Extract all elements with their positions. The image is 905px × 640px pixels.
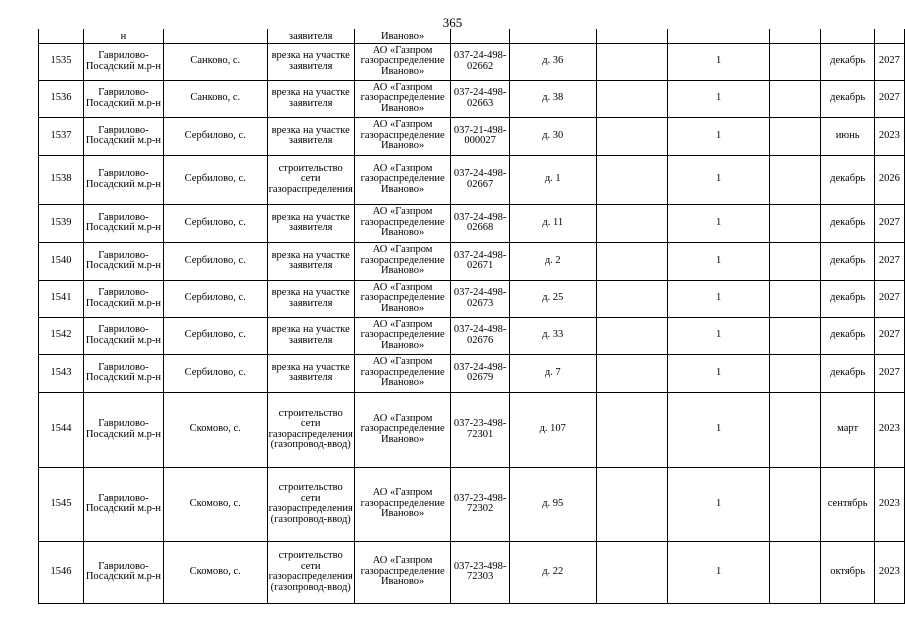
cell-operator: Иваново» <box>354 29 451 43</box>
cell-operator: АО «Газпром газораспределение Иваново» <box>354 43 451 80</box>
table-row <box>39 242 905 280</box>
cell-address: д. 22 <box>509 541 596 603</box>
cell-count: 1 <box>668 242 769 280</box>
cell-code <box>451 29 509 43</box>
cell-district: Гаврилово-Посадский м.р-н <box>83 541 163 603</box>
cell-work-type: врезка на участке заявителя <box>267 317 354 354</box>
table-row <box>39 43 905 80</box>
cell-locality: Скомово, с. <box>163 541 267 603</box>
cell-operator: АО «Газпром газораспределение Иваново» <box>354 392 451 467</box>
cell-month: октябрь <box>821 541 874 603</box>
cell-count: 1 <box>668 541 769 603</box>
cell-locality: Скомово, с. <box>163 392 267 467</box>
cell-empty <box>596 29 668 43</box>
cell-number: 1537 <box>39 117 84 155</box>
cell-operator: АО «Газпром газораспределение Иваново» <box>354 242 451 280</box>
cell-address: д. 11 <box>509 204 596 242</box>
cell-month: декабрь <box>821 43 874 80</box>
cell-address: д. 2 <box>509 242 596 280</box>
cell-work-type: строительство сети газораспределения (газопровод-ввод) <box>267 392 354 467</box>
cell-empty <box>596 117 668 155</box>
cell-locality: Сербилово, с. <box>163 317 267 354</box>
cell-empty <box>769 392 821 467</box>
table-row <box>39 392 905 467</box>
cell-address: д. 38 <box>509 80 596 117</box>
cell-empty <box>769 467 821 541</box>
cell-district: Гаврилово-Посадский м.р-н <box>83 354 163 392</box>
cell-year: 2027 <box>874 317 904 354</box>
table-row <box>39 204 905 242</box>
cell-empty <box>769 317 821 354</box>
cell-district: Гаврилово-Посадский м.р-н <box>83 155 163 204</box>
table-row <box>39 467 905 541</box>
cell-number: 1539 <box>39 204 84 242</box>
cell-empty <box>769 43 821 80</box>
cell-code: 037-23-498-72303 <box>451 541 509 603</box>
cell-locality: Сербилово, с. <box>163 155 267 204</box>
cell-empty <box>596 242 668 280</box>
cell-work-type: врезка на участке заявителя <box>267 242 354 280</box>
cell-address: д. 107 <box>509 392 596 467</box>
cell-empty <box>769 280 821 317</box>
cell-district: Гаврилово-Посадский м.р-н <box>83 117 163 155</box>
cell-locality: Сербилово, с. <box>163 354 267 392</box>
cell-month: декабрь <box>821 317 874 354</box>
table-row <box>39 354 905 392</box>
cell-empty <box>769 354 821 392</box>
cell-operator: АО «Газпром газораспределение Иваново» <box>354 280 451 317</box>
cell-district: Гаврилово-Посадский м.р-н <box>83 204 163 242</box>
cell-district: Гаврилово-Посадский м.р-н <box>83 80 163 117</box>
cell-number: 1535 <box>39 43 84 80</box>
cell-locality: Сербилово, с. <box>163 117 267 155</box>
cell-locality: Сербилово, с. <box>163 242 267 280</box>
cell-code: 037-21-498-000027 <box>451 117 509 155</box>
cell-year: 2027 <box>874 80 904 117</box>
table-row <box>39 117 905 155</box>
cell-code: 037-24-498-02673 <box>451 280 509 317</box>
cell-code: 037-24-498-02663 <box>451 80 509 117</box>
cell-empty <box>596 541 668 603</box>
cell-work-type: врезка на участке заявителя <box>267 80 354 117</box>
cell-address: д. 25 <box>509 280 596 317</box>
cell-empty <box>596 392 668 467</box>
cell-district: Гаврилово-Посадский м.р-н <box>83 317 163 354</box>
cell-empty <box>596 280 668 317</box>
cell-empty <box>596 204 668 242</box>
cell-number: 1540 <box>39 242 84 280</box>
cell-month: декабрь <box>821 80 874 117</box>
cell-number: 1546 <box>39 541 84 603</box>
cell-empty <box>769 155 821 204</box>
cell-locality: Санково, с. <box>163 80 267 117</box>
cell-year: 2023 <box>874 467 904 541</box>
cell-count: 1 <box>668 467 769 541</box>
cell-work-type: строительство сети газораспределения <box>267 155 354 204</box>
cell-code: 037-23-498-72302 <box>451 467 509 541</box>
cell-number: 1538 <box>39 155 84 204</box>
cell-district: Гаврилово-Посадский м.р-н <box>83 280 163 317</box>
cell-work-type: строительство сети газораспределения (газопровод-ввод) <box>267 467 354 541</box>
table-row <box>39 155 905 204</box>
cell-work-type: врезка на участке заявителя <box>267 117 354 155</box>
cell-address: д. 36 <box>509 43 596 80</box>
cell-code: 037-24-498-02667 <box>451 155 509 204</box>
cell-operator: АО «Газпром газораспределение Иваново» <box>354 354 451 392</box>
cell-locality: Скомово, с. <box>163 467 267 541</box>
cell-year: 2027 <box>874 354 904 392</box>
cell-number: 1541 <box>39 280 84 317</box>
cell-number: 1542 <box>39 317 84 354</box>
table-row <box>39 80 905 117</box>
cell-year: 2023 <box>874 541 904 603</box>
page-number: 365 <box>442 15 463 30</box>
table-row-fragment <box>39 29 905 43</box>
cell-work-type: врезка на участке заявителя <box>267 280 354 317</box>
cell-year: 2023 <box>874 117 904 155</box>
cell-empty <box>596 354 668 392</box>
cell-address: д. 30 <box>509 117 596 155</box>
cell-number <box>39 29 84 43</box>
cell-month: декабрь <box>821 242 874 280</box>
cell-count: 1 <box>668 317 769 354</box>
cell-count: 1 <box>668 280 769 317</box>
cell-address: д. 1 <box>509 155 596 204</box>
cell-work-type: строительство сети газораспределения (газопровод-ввод) <box>267 541 354 603</box>
cell-operator: АО «Газпром газораспределение Иваново» <box>354 541 451 603</box>
cell-address: д. 33 <box>509 317 596 354</box>
cell-district: Гаврилово-Посадский м.р-н <box>83 467 163 541</box>
cell-count: 1 <box>668 80 769 117</box>
cell-address: д. 95 <box>509 467 596 541</box>
cell-number: 1536 <box>39 80 84 117</box>
cell-empty <box>769 541 821 603</box>
cell-work-type: врезка на участке заявителя <box>267 204 354 242</box>
cell-year: 2023 <box>874 392 904 467</box>
cell-month: декабрь <box>821 204 874 242</box>
cell-locality: Сербилово, с. <box>163 280 267 317</box>
cell-year: 2027 <box>874 242 904 280</box>
cell-empty <box>769 80 821 117</box>
cell-work-type: врезка на участке заявителя <box>267 43 354 80</box>
cell-empty <box>596 155 668 204</box>
cell-empty <box>596 80 668 117</box>
cell-code: 037-23-498-72301 <box>451 392 509 467</box>
cell-count <box>668 29 769 43</box>
cell-locality: Санково, с. <box>163 43 267 80</box>
table-row <box>39 317 905 354</box>
cell-count: 1 <box>668 155 769 204</box>
cell-code: 037-24-498-02679 <box>451 354 509 392</box>
cell-code: 037-24-498-02676 <box>451 317 509 354</box>
table-row <box>39 280 905 317</box>
cell-district: Гаврилово-Посадский м.р-н <box>83 43 163 80</box>
cell-district: Гаврилово-Посадский м.р-н <box>83 392 163 467</box>
cell-year: 2027 <box>874 43 904 80</box>
cell-district: Гаврилово-Посадский м.р-н <box>83 242 163 280</box>
cell-address <box>509 29 596 43</box>
cell-number: 1545 <box>39 467 84 541</box>
cell-count: 1 <box>668 117 769 155</box>
cell-address: д. 7 <box>509 354 596 392</box>
cell-operator: АО «Газпром газораспределение Иваново» <box>354 467 451 541</box>
cell-year: 2026 <box>874 155 904 204</box>
cell-month: декабрь <box>821 155 874 204</box>
cell-empty <box>769 204 821 242</box>
cell-count: 1 <box>668 392 769 467</box>
cell-operator: АО «Газпром газораспределение Иваново» <box>354 317 451 354</box>
cell-count: 1 <box>668 354 769 392</box>
cell-operator: АО «Газпром газораспределение Иваново» <box>354 80 451 117</box>
cell-month: сентябрь <box>821 467 874 541</box>
cell-operator: АО «Газпром газораспределение Иваново» <box>354 117 451 155</box>
cell-month: март <box>821 392 874 467</box>
cell-count: 1 <box>668 43 769 80</box>
table-row <box>39 541 905 603</box>
cell-empty <box>769 242 821 280</box>
cell-locality: Сербилово, с. <box>163 204 267 242</box>
cell-empty <box>769 117 821 155</box>
cell-month <box>821 29 874 43</box>
cell-count: 1 <box>668 204 769 242</box>
cell-number: 1543 <box>39 354 84 392</box>
cell-code: 037-24-498-02662 <box>451 43 509 80</box>
cell-year: 2027 <box>874 280 904 317</box>
cell-month: декабрь <box>821 354 874 392</box>
cell-empty <box>596 467 668 541</box>
cell-year: 2027 <box>874 204 904 242</box>
cell-locality <box>163 29 267 43</box>
gas-network-table <box>38 29 905 604</box>
cell-operator: АО «Газпром газораспределение Иваново» <box>354 204 451 242</box>
cell-empty <box>596 43 668 80</box>
cell-year <box>874 29 904 43</box>
cell-work-type: заявителя <box>267 29 354 43</box>
cell-empty <box>769 29 821 43</box>
cell-month: июнь <box>821 117 874 155</box>
cell-month: декабрь <box>821 280 874 317</box>
cell-district: н <box>83 29 163 43</box>
cell-work-type: врезка на участке заявителя <box>267 354 354 392</box>
cell-empty <box>596 317 668 354</box>
cell-number: 1544 <box>39 392 84 467</box>
cell-code: 037-24-498-02671 <box>451 242 509 280</box>
cell-code: 037-24-498-02668 <box>451 204 509 242</box>
cell-operator: АО «Газпром газораспределение Иваново» <box>354 155 451 204</box>
